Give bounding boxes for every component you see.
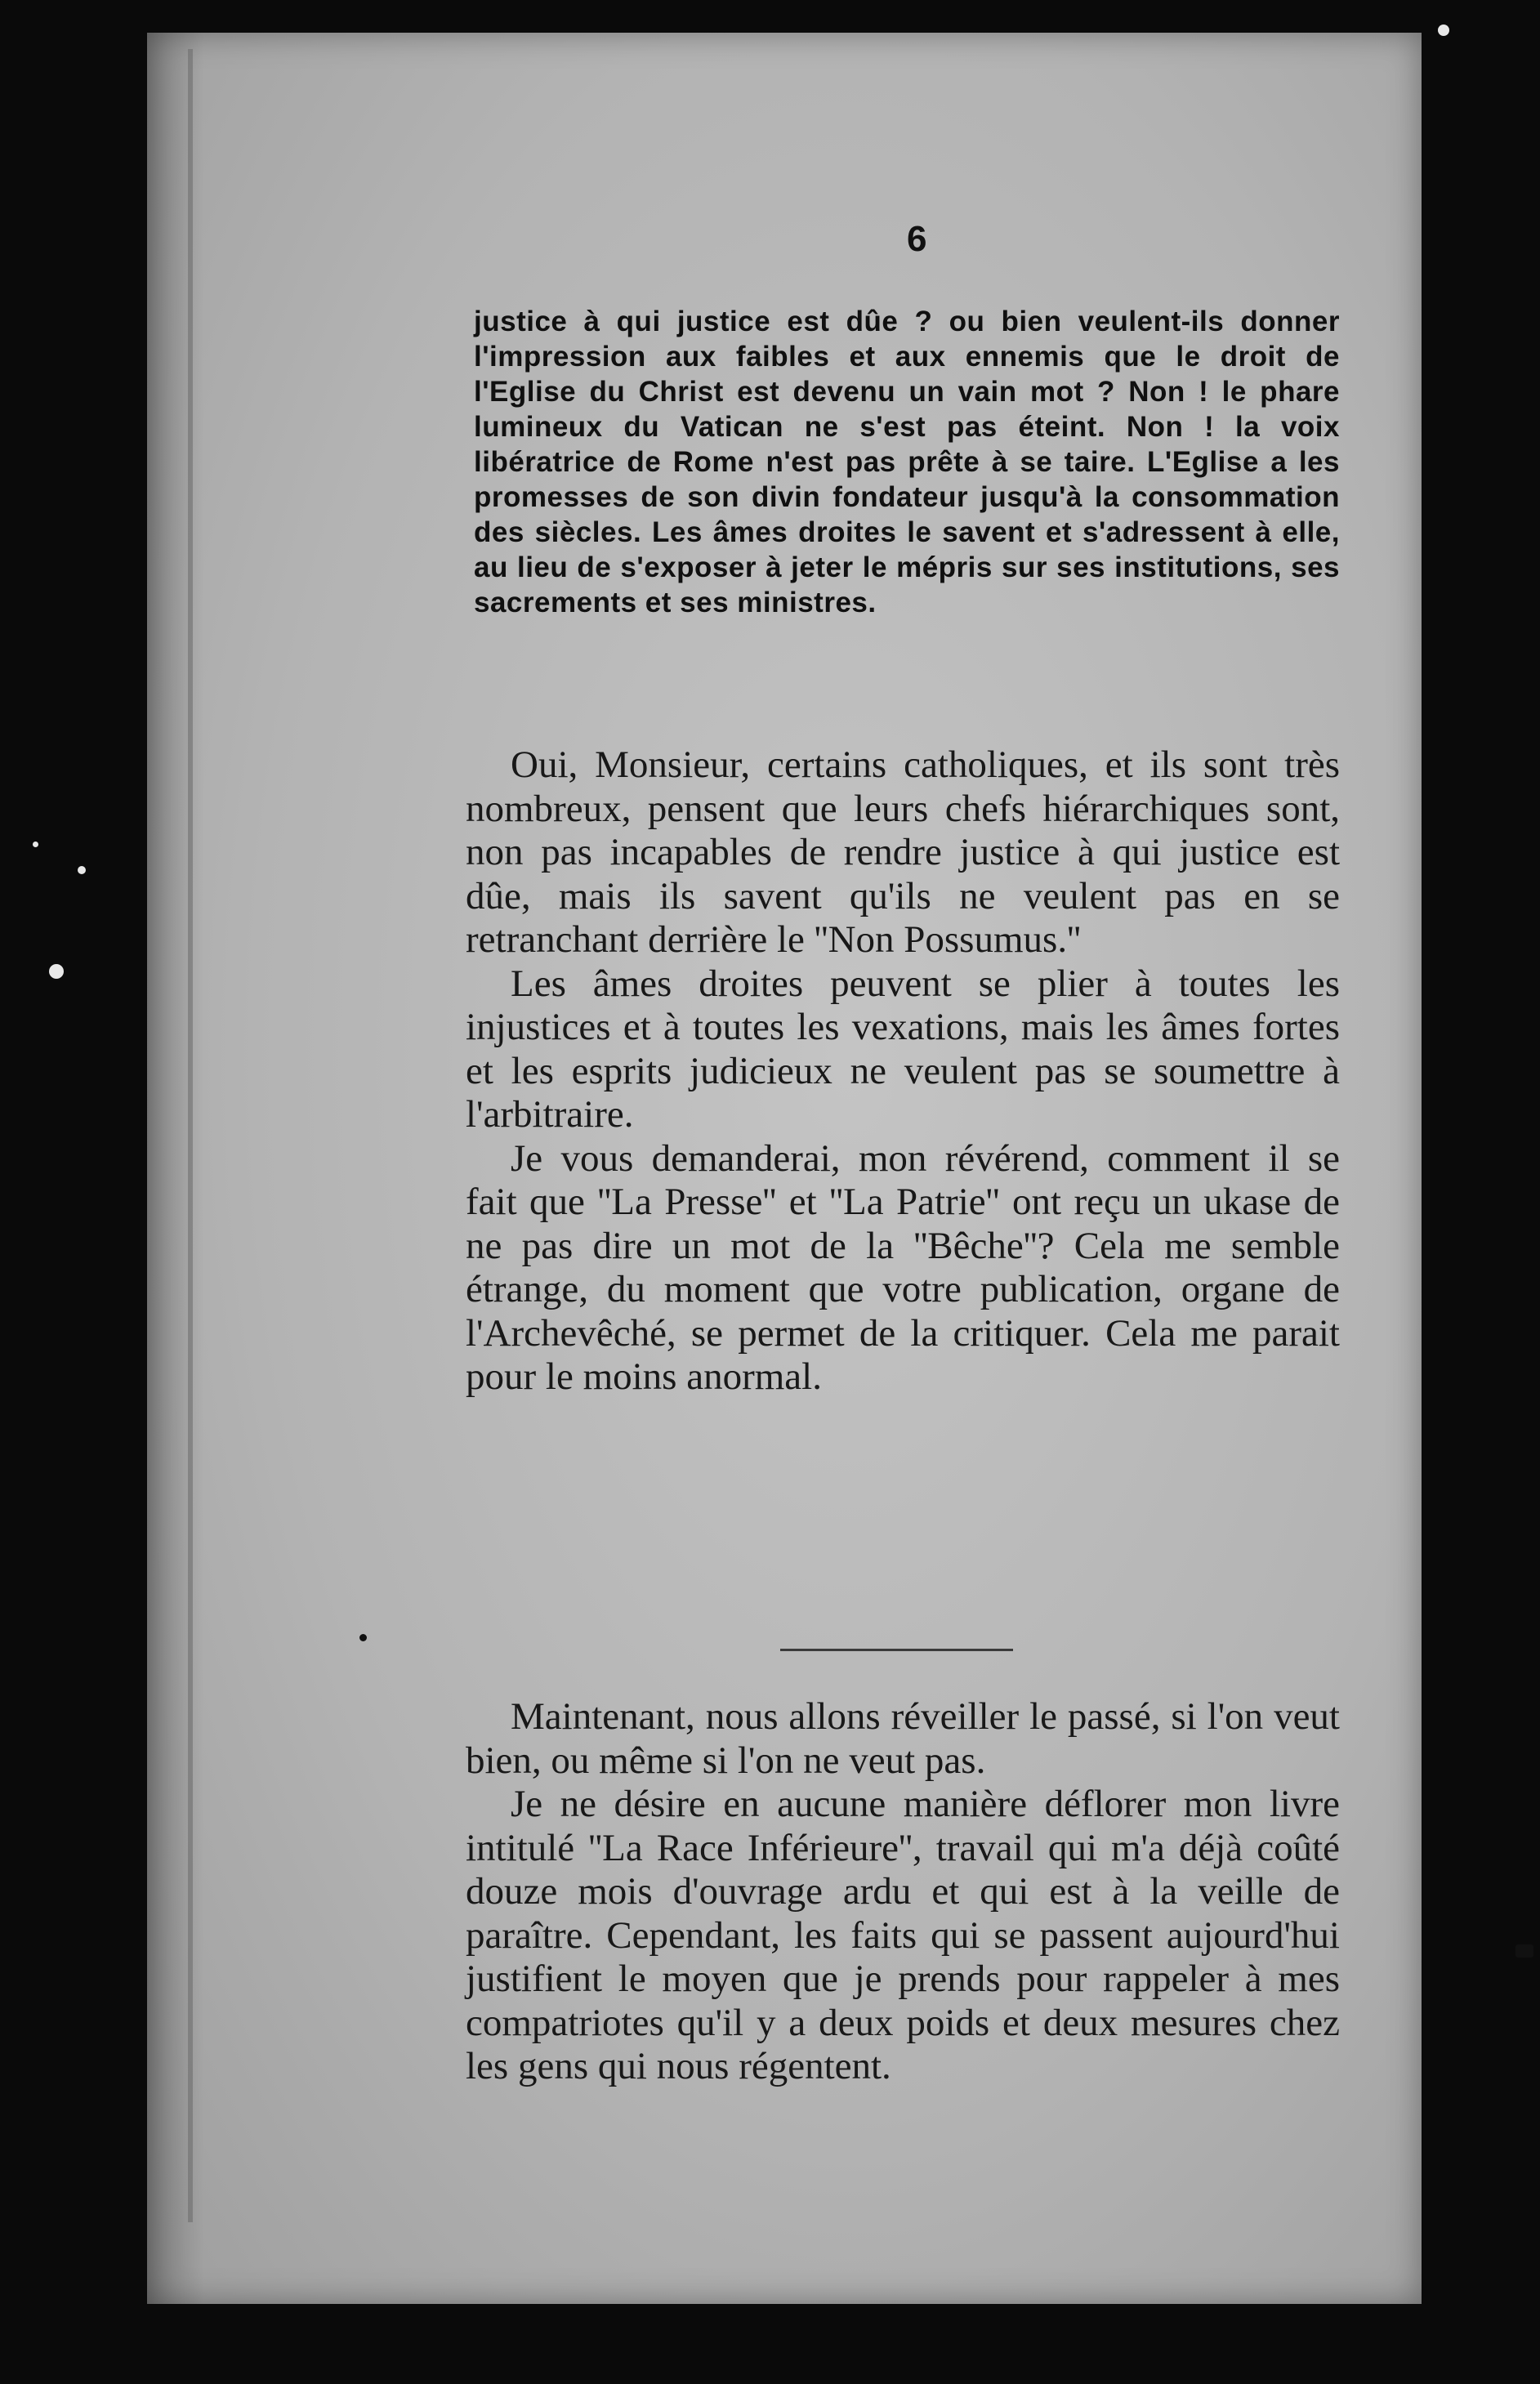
paragraph: Les âmes droites peuvent se plier à toutes les injustices et à toutes les vexations, mais les âmes fortes et les esprits judicieux ne veulent pas se soumettre à l'arbitraire.: [466, 962, 1340, 1136]
section-one: [466, 743, 1340, 1400]
footnote-block: justice à qui justice est dûe ? ou bien veulent-ils donner l'impression aux faibles et aux ennemis que le droit de l'Eglise du Christ est devenu un vain mot ? Non ! le phare lumineux du Vatican ne s'est pas éteint. Non ! la voix libératrice de Rome n'est pas prête à se taire. L'Eglise a les promesses de son divin fondateur jusqu'à la consommation des siècles. Les âmes droites le savent et s'adressent à elle, au lieu de s'exposer à jeter le mépris sur ses institutions, ses sacrements et ses ministres.: [474, 306, 1340, 618]
section-two: [466, 1695, 1340, 2089]
paragraph: Je vous demanderai, mon révérend, comment il se fait que ''La Presse'' et ''La Patrie'' ont reçu un ukase de ne pas dire un mot de la ''Bêche''? Cela me semble étrange, du moment que votre publication, organe de l'Archevêché, se permet de la critiquer. Cela me parait pour le moins anormal.: [466, 1136, 1340, 1398]
section-divider: [780, 1649, 1013, 1651]
paragraph: Oui, Monsieur, certains catholiques, et ils sont très nombreux, pensent que leurs chefs hiérarchiques sont, non pas incapables de rendre justice à qui justice est dûe, mais ils savent qu'ils ne veulent pas en se retranchant derrière le ''Non Possumus.'': [466, 743, 1340, 961]
scan-speck: [359, 1634, 367, 1641]
scan-speck: [1438, 25, 1449, 36]
scan-speck: [1515, 1944, 1533, 1958]
scan-speck: [33, 842, 38, 847]
page-binding-edge: [188, 49, 193, 2222]
scan-speck: [78, 866, 86, 874]
page-number: 6: [907, 219, 927, 259]
paragraph: Je ne désire en aucune manière déflorer mon livre intitulé ''La Race Inférieure'', travail qui m'a déjà coûté douze mois d'ouvrage ardu et qui est à la veille de paraître. Cependant, les faits qui se passent aujourd'hui justifient le moyen que je prends pour rappeler à mes compatriotes qu'il y a deux poids et deux mesures chez les gens qui nous régentent.: [466, 1783, 1340, 2087]
paragraph: Maintenant, nous allons réveiller le passé, si l'on veut bien, ou même si l'on ne veut pas.: [466, 1695, 1340, 1782]
scan-speck: [49, 964, 64, 979]
